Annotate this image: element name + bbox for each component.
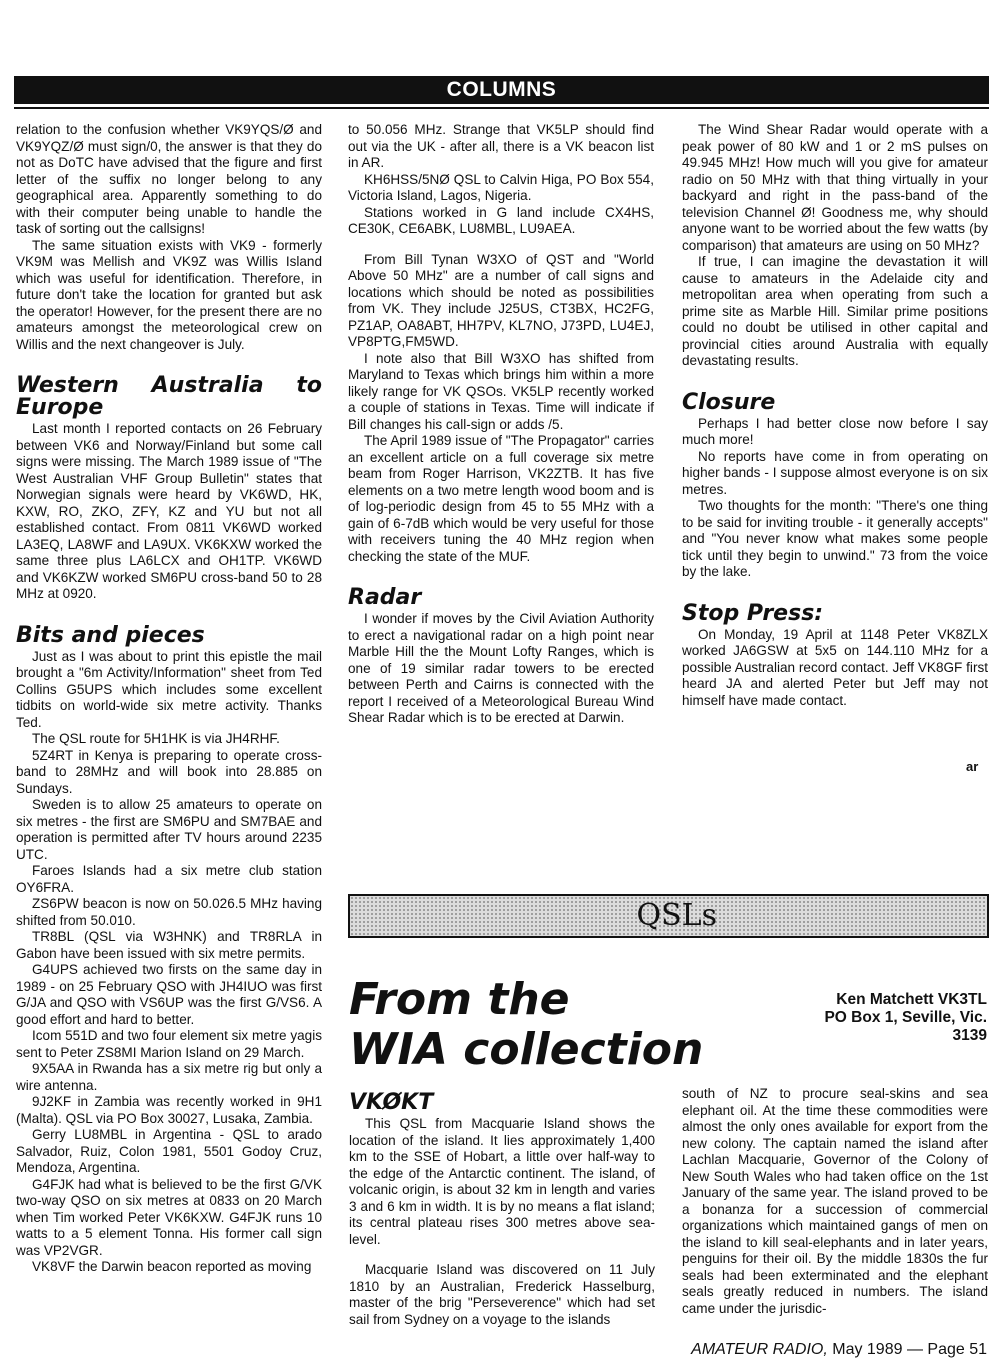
qsl-column-1 <box>349 1086 655 1328</box>
paragraph: TR8BL (QSL via W3HNK) and TR8RLA in Gabon have been issued with six metre permits. <box>16 929 322 961</box>
qsls-section-banner <box>348 894 989 938</box>
signoff-ar: ar <box>966 759 979 774</box>
paragraph: From Bill Tynan W3XO of QST and "World Above 50 MHz" are a number of call signs and locations which should be noted as possibilities from VK. They include J25US, CT3BX, HC2FG, PZ1AP, OA8ABT, HH7PV, KL7NO, J73PD, LU4EJ, VP8PTG,FM5WD. <box>348 251 654 349</box>
paragraph: Gerry LU8MBL in Argentina - QSL to arado Salvador, Ruiz, Colon 1981, 5501 Godoy Cruz, Mendoza, Argentina. <box>16 1127 322 1175</box>
column-1 <box>16 122 322 1276</box>
paragraph: Icom 551D and two four element six metre yagis sent to Peter ZS8MI Marion Island on 29 March. <box>16 1028 322 1060</box>
article-title-line-1: From the <box>349 974 570 1025</box>
section-title: COLUMNS <box>446 78 557 101</box>
banner-underline <box>14 107 989 109</box>
paragraph: Faroes Islands had a six metre club station OY6FRA. <box>16 863 322 895</box>
issue-page: May 1989 — Page 51 <box>832 1341 987 1358</box>
heading-closure: Closure <box>682 389 776 415</box>
paragraph: This QSL from Macquarie Island shows the location of the island. It lies approximately 1,400 km to the SSE of Hobart, a little over half-way to the edge of the Antarctic continent. The island, of volcanic origin, is about 32 km in length and varies 3 and 6 km in width. It is by no means a flat island; its central plateau rises 300 metres above sea-level. <box>349 1116 655 1247</box>
paragraph: The QSL route for 5H1HK is via JH4RHF. <box>32 731 280 746</box>
paragraph: south of NZ to procure seal-skins and sea elephant oil. At the time these commodities were almost the only ones available for export from the new colony. The captain named the island after Lachlan Macquarie, Governor of the Colony of New South Wales who had taken office on the 1st January of the same year. The island proved to be a bonanza for a succession of commercial organizations which maintained gangs of men on the island to kill seal-elephants and in later years, penguins for their oil. By the middle 1830s the fur seals had been exterminated and the elephant seals greatly reduced in numbers. The island came under the jurisdic- <box>682 1086 988 1316</box>
paragraph: The Wind Shear Radar would operate with a peak power of 80 kW and 1 or 2 mS pulses on 49.945 MHz! How much will you give for amateur radio on 50 MHz with that thing virtually in your backyard and right in the pass-band of the television Channel Ø! Goodness me, why should anyone want to be worried about the few watts (by comparison) that amateurs are using on 50 MHz? <box>682 122 988 253</box>
columns-section-banner <box>14 76 989 104</box>
article-title-line-2: WIA collection <box>349 1024 704 1075</box>
paragraph: Stations worked in G land include CX4HS, CE30K, CE6ABK, LU8MBL, LU9AEA. <box>348 204 654 236</box>
paragraph: I note also that Bill W3XO has shifted from Maryland to Texas which brings him within a more likely range for VK QSOs. VK5LP recently worked a couple of stations in Texas. Time will indicate if Bill changes his call-sign or adds /5. <box>348 350 654 432</box>
paragraph: Just as I was about to print this epistle the mail brought a "6m Activity/Information" sheet from Ted Collins G5UPS which includes some excellent tidbits on world-wide six metre activity. Thanks Ted. <box>16 648 322 730</box>
paragraph: relation to the confusion whether VK9YQS/Ø and VK9YQZ/Ø must sign/0, the answer is that they do not as DoTC have advised that the figure and first letter of the suffix no longer belong to any geographical area. Apparently something to do with their computer being unable to handle the task of sorting out the callsigns! <box>16 122 322 236</box>
column-3 <box>682 122 988 709</box>
qsls-title: QSLs <box>636 898 717 933</box>
author-name: Ken Matchett VK3TL <box>836 991 987 1008</box>
page-footer <box>691 1341 987 1359</box>
heading-vk0kt: VKØKT <box>349 1090 434 1115</box>
paragraph: G4FJK had what is believed to be the first G/VK two-way QSO on six metres at 0833 on 20 March when Tim worked Peter VK6KXW. G4FJK runs 10 watts to a 5 element Tonna. His former call sign was VP2VGR. <box>16 1176 322 1258</box>
paragraph: ZS6PW beacon is now on 50.026.5 MHz having shifted from 50.010. <box>16 896 322 928</box>
article-title <box>349 975 769 1075</box>
paragraph: If true, I can imagine the devastation it will cause to amateurs in the Adelaide city and metropolitan area when operating from such a prime site as Marble Hill. Similar prime positions could no doubt be utilised in other capital and provincial cities around Australia with equally devastating results. <box>682 254 988 368</box>
paragraph: to 50.056 MHz. Strange that VK5LP should find out via the UK - after all, there is a VK beacon list in AR. <box>348 122 654 170</box>
heading-stop-press: Stop Press: <box>682 600 824 626</box>
paragraph: On Monday, 19 April at 1148 Peter VK8ZLX worked JA6GSW at 5x5 on 144.110 MHz for a possible Australian record contact. Jeff VK8GF first heard JA and alerted Peter but Jeff may not himself have made contact. <box>682 626 988 708</box>
paragraph: Last month I reported contacts on 26 February between VK6 and Norway/Finland but some call signs were missing. The March 1989 issue of "The West Australian VHF Group Bulletin" states that Norwegian signals were heard by VK6WD, HK, KXW, RO, ZKO, ZFY, KZ and YU but not all established contact. From 0811 VK6WD worked LA3EQ, LA8WF and LA9UX. VK6KXW worked the same three plus LA6LCX and OH1TP. VK6WD and VK6KZW worked SM6PU cross-band 50 to 28 MHz at 0920. <box>16 421 322 601</box>
column-2 <box>348 122 654 727</box>
author-postcode: 3139 <box>952 1027 987 1044</box>
publication-name: AMATEUR RADIO, <box>691 1341 828 1358</box>
paragraph: 5Z4RT in Kenya is preparing to operate cross-band to 28MHz and will book into 28.885 on Sundays. <box>16 747 322 796</box>
paragraph: No reports have come in from operating on higher bands - I suppose almost everyone is on six metres. <box>682 448 988 497</box>
paragraph: Two thoughts for the month: "There's one thing to be said for inviting trouble - it generally accepts" and "You never know what makes some people tick until they begin to unwind." 73 from the voice by the lake. <box>682 498 988 579</box>
paragraph: Sweden is to allow 25 amateurs to operate on six metres - the first are SM6PU and SM7BAE and operation is permitted after TV hours around 2235 UTC. <box>16 797 322 862</box>
paragraph: Perhaps I had better close now before I say much more! <box>682 415 988 447</box>
heading-radar: Radar <box>348 585 422 610</box>
paragraph: 9J2KF in Zambia was recently worked in 9H1 (Malta). QSL via PO Box 30027, Lusaka, Zambia. <box>16 1094 322 1126</box>
paragraph: I wonder if moves by the Civil Aviation Authority to erect a navigational radar on a high point near Marble Hill the the Mount Lofty Ranges, which is one of 19 similar radar towers to be erected between Perth and Cairns is connected with the report I received of a Meteorological Bureau Wind Shear Radar which is to be erected at Darwin. <box>348 611 654 725</box>
heading-western-australia: Western Australia to Europe <box>16 373 322 420</box>
qsl-column-2 <box>682 1086 988 1317</box>
paragraph: VK8VF the Darwin beacon reported as moving <box>32 1259 312 1274</box>
heading-bits-and-pieces: Bits and pieces <box>16 622 205 648</box>
paragraph: Macquarie Island was discovered on 11 July 1810 by an Australian, Frederick Hasselburg, master of the brig "Perseverence" which had set sail from Sydney on a voyage to the islands <box>349 1262 655 1327</box>
author-block <box>727 991 987 1045</box>
paragraph: The April 1989 issue of "The Propagator" carries an excellent article on a full coverage six metre beam from Roger Harrison, VK2ZTB. It has five elements on a two metre length wood boom and is of log-periodic design from 45 to 55 MHz with a gain of 6-7dB which would be very useful for those with receivers tuning the 40 MHz region when checking the state of the MUF. <box>348 433 654 564</box>
paragraph: 9X5AA in Rwanda has a six metre rig but only a wire antenna. <box>16 1061 322 1093</box>
author-address: PO Box 1, Seville, Vic. <box>824 1009 987 1026</box>
paragraph: KH6HSS/5NØ QSL to Calvin Higa, PO Box 554, Victoria Island, Lagos, Nigeria. <box>348 171 654 203</box>
paragraph: G4UPS achieved two firsts on the same day in 1989 - on 25 February QSO with JH4IUO was first G/JA and QSO with VS6UP was the first G/VS6. A good effort and hard to better. <box>16 962 322 1027</box>
paragraph: The same situation exists with VK9 - formerly VK9M was Mellish and VK9Z was Willis Island which was useful for identification. Therefore, in future don't take the location for granted but ask the operator! However, for the present there are no amateurs amongst the meteorological crew on Willis and the next changeover is July. <box>16 237 322 352</box>
